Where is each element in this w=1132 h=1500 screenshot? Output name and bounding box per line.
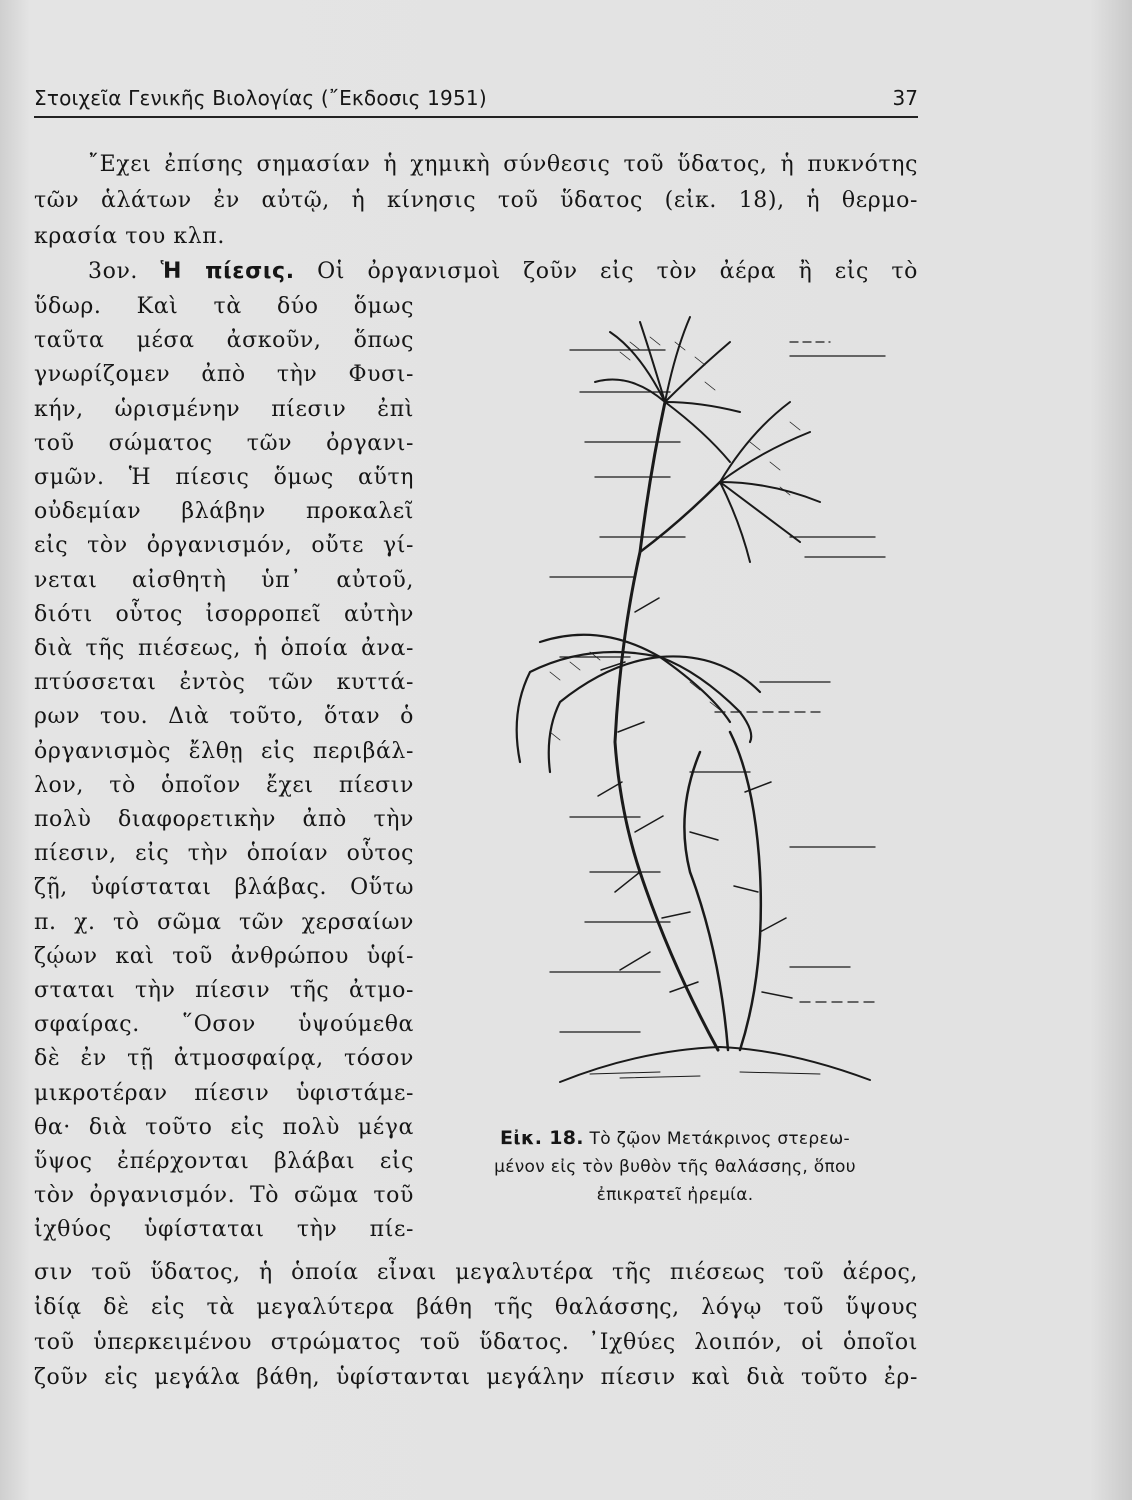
column-line: ἰχθύος ὑφίσταται τὴν πίε- xyxy=(34,1217,414,1243)
section-heading: Ἡ πίεσις. xyxy=(160,259,295,284)
column-line: ζῇ, ὑφίσταται βλάβας. Οὕτω xyxy=(34,875,414,901)
caption-line xyxy=(440,1124,910,1153)
column-line: μικροτέραν πίεσιν ὑφιστάμε- xyxy=(34,1080,414,1106)
caption-text: Τὸ ζῷον Μετάκρινος στερεω- xyxy=(589,1129,850,1149)
section-first-line: Οἱ ὀργανισμοὶ ζοῦν εἰς τὸν ἀέρα ἢ εἰς τὸ xyxy=(317,259,919,284)
column-line: διότι οὗτος ἰσορροπεῖ αὐτὴν xyxy=(34,601,414,627)
paragraph-line: ἰδίᾳ δὲ εἰς τὰ μεγαλύτερα βάθη τῆς θαλάσσης, λόγῳ τοῦ ὕψους xyxy=(34,1295,918,1320)
column-line: πτύσσεται ἐντὸς τῶν κυττά- xyxy=(34,670,414,696)
column-line: εἰς τὸν ὀργανισμόν, οὔτε γί- xyxy=(34,533,414,559)
column-line: σμῶν. Ἡ πίεσις ὅμως αὕτη xyxy=(34,465,414,490)
paragraph-line: ῎Εχει ἐπίσης σημασίαν ἡ χημικὴ σύνθεσις τοῦ ὕδατος, ἡ πυκνότης xyxy=(88,152,918,177)
figure-caption xyxy=(440,1124,910,1209)
column-line: οὐδεμίαν βλάβην προκαλεῖ xyxy=(34,499,414,525)
column-line: ὕδωρ. Καὶ τὰ δύο ὅμως xyxy=(34,294,414,319)
column-line: σφαίρας. ῞Οσον ὑψούμεθα xyxy=(34,1012,414,1038)
column-line: ρων του. Διὰ τοῦτο, ὅταν ὁ xyxy=(34,704,414,730)
column-line: κήν, ὡρισμένην πίεσιν ἐπὶ xyxy=(34,396,414,422)
column-line: πίεσιν, εἰς τὴν ὁποίαν οὗτος xyxy=(34,841,414,867)
column-line: λον, τὸ ὁποῖον ἔχει πίεσιν xyxy=(34,772,414,798)
column-line: διὰ τῆς πιέσεως, ἡ ὁποία ἀνα- xyxy=(34,636,414,661)
column-line: ὀργανισμὸς ἔλθῃ εἰς περιβάλ- xyxy=(34,738,414,764)
column-line: θα· διὰ τοῦτο εἰς πολὺ μέγα xyxy=(34,1114,414,1140)
book-title: Στοιχεῖα Γενικῆς Βιολογίας (῎Εκδοσις 1951) xyxy=(34,86,487,110)
column-line: πολὺ διαφορετικὴν ἀπὸ τὴν xyxy=(34,807,414,832)
column-line: σταται τὴν πίεσιν τῆς ἀτμο- xyxy=(34,978,414,1003)
caption-label: Εἰκ. 18. xyxy=(500,1127,584,1149)
column-line: ταῦτα μέσα ἀσκοῦν, ὅπως xyxy=(34,328,414,354)
column-line: νεται αἰσθητὴ ὑπ᾿ αὐτοῦ, xyxy=(34,567,414,593)
crinoid-illustration-icon xyxy=(490,312,900,1102)
column-line: π. χ. τὸ σῶμα τῶν χερσαίων xyxy=(34,909,414,935)
paragraph-line: σιν τοῦ ὕδατος, ἡ ὁποία εἶναι μεγαλυτέρα τῆς πιέσεως τοῦ ἀέρος, xyxy=(34,1260,918,1285)
paragraph-line: τοῦ ὑπερκειμένου στρώματος τοῦ ὕδατος. ᾿Ιχθύες λοιπόν, οἱ ὁποῖοι xyxy=(34,1330,918,1355)
section-number: 3ον. xyxy=(88,259,139,284)
column-line: τὸν ὀργανισμόν. Τὸ σῶμα τοῦ xyxy=(34,1183,414,1209)
page-number: 37 xyxy=(892,86,918,110)
caption-line: μένον εἰς τὸν βυθὸν τῆς θαλάσσης, ὅπου xyxy=(494,1157,856,1177)
section-heading-line xyxy=(88,257,918,287)
column-line: δὲ ἐν τῇ ἀτμοσφαίρᾳ, τόσον xyxy=(34,1046,414,1072)
paragraph-line: κρασία του κλπ. xyxy=(34,224,225,249)
column-line: γνωρίζομεν ἀπὸ τὴν Φυσι- xyxy=(34,362,414,388)
column-line: ὕψος ἐπέρχονται βλάβαι εἰς xyxy=(34,1149,414,1174)
running-header xyxy=(34,86,918,118)
paragraph-line: ζοῦν εἰς μεγάλα βάθη, ὑφίστανται μεγάλην πίεσιν καὶ διὰ τοῦτο ἐρ- xyxy=(34,1365,918,1390)
column-line: τοῦ σώματος τῶν ὀργανι- xyxy=(34,430,414,456)
caption-line: ἐπικρατεῖ ἠρεμία. xyxy=(596,1185,754,1205)
column-line: ζῴων καὶ τοῦ ἀνθρώπου ὑφί- xyxy=(34,943,414,969)
paragraph-line: τῶν ἁλάτων ἐν αὐτῷ, ἡ κίνησις τοῦ ὕδατος (εἰκ. 18), ἡ θερμο- xyxy=(34,188,918,213)
